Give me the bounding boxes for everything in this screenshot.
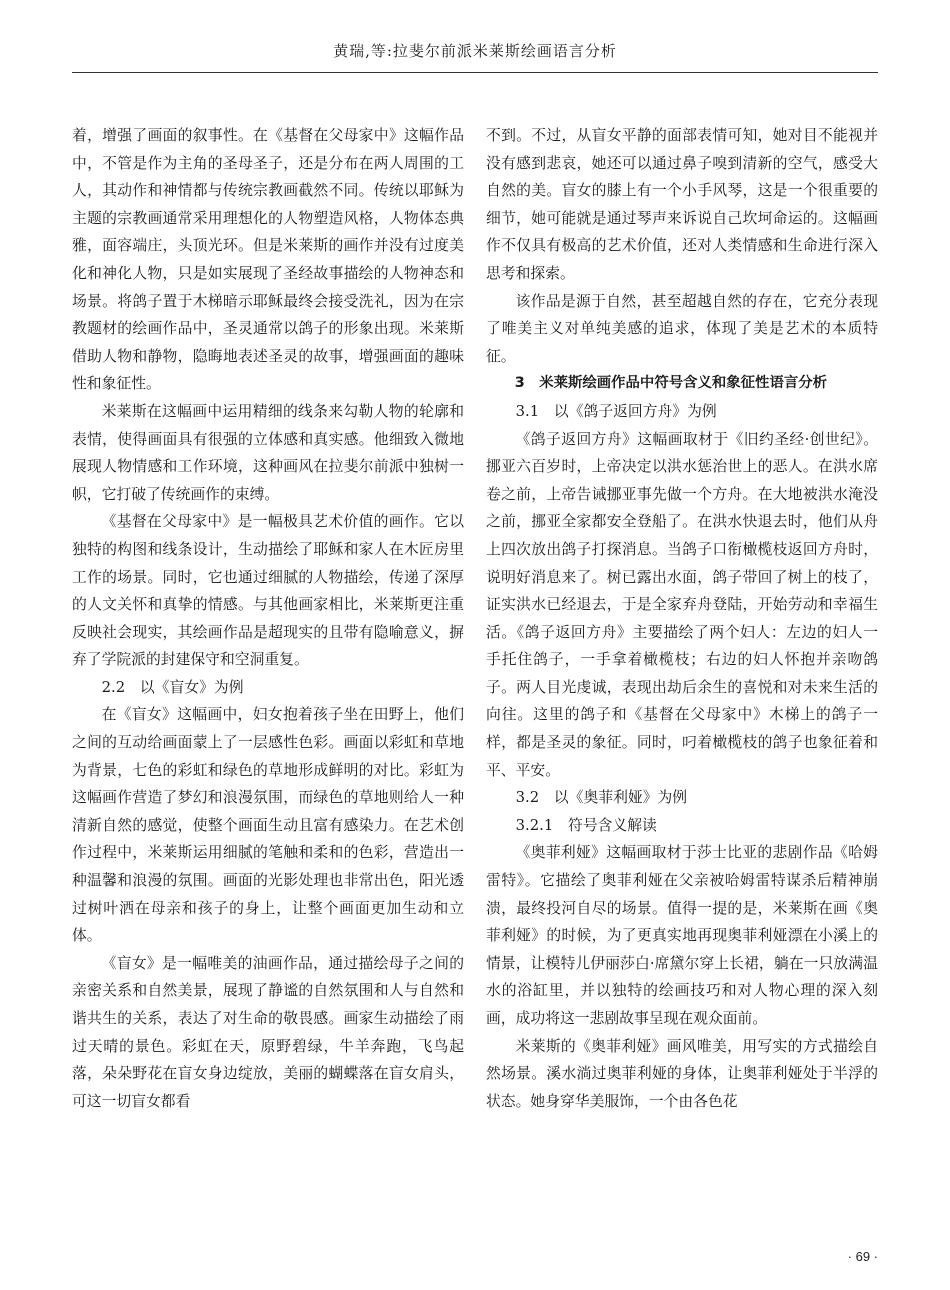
page-number: · 69 · — [847, 1249, 878, 1264]
section-heading: 3.1 以《鸽子返回方舟》为例 — [515, 402, 717, 420]
paragraph: 该作品是源于自然，甚至超越自然的存在，它充分表现了唯美主义对单纯美感的追求，体现了美是艺术的本质特征。 — [486, 292, 878, 365]
paragraph: 《鸽子返回方舟》这幅画取材于《旧约圣经·创世纪》。挪亚六百岁时，上帝决定以洪水惩治世上的恶人。在洪水席卷之前，上帝告诫挪亚事先做一个方舟。在大地被洪水淹没之前，挪亚全家都安全登船了。在洪水快退去时，他们从舟上四次放出鸽子打探消息。当鸽子口衔橄榄枝返回方舟时，说明好消息来了。树已露出水面，鸽子带回了树上的枝了，证实洪水已经退去，于是全家弃舟登陆，开始劳动和幸福生活。《鸽子返回方舟》主要描绘了两个妇人：左边的妇人一手托住鸽子，一手拿着橄榄枝；右边的妇人怀抱并亲吻鸽子。两人目光虔诚，表现出劫后余生的喜悦和对未来生活的向往。这里的鸽子和《基督在父母家中》木梯上的鸽子一样，都是圣灵的象征。同时，叼着橄榄枝的鸽子也象征着和平、平安。 — [486, 430, 878, 779]
paragraph: 着，增强了画面的叙事性。在《基督在父母家中》这幅作品中，不管是作为主角的圣母圣子，还是分布在两人周围的工人，其动作和神情都与传统宗教画截然不同。传统以耶稣为主题的宗教画通常采用理想化的人物塑造风格，人物体态典雅，面容端庄，头顶光环。但是米莱斯的画作并没有过度美化和神化人物，只是如实展现了圣经故事描绘的人物神态和场景。将鸽子置于木梯暗示耶稣最终会接受洗礼，因为在宗教题材的绘画作品中，圣灵通常以鸽子的形象出现。米莱斯借助人物和静物，隐晦地表述圣灵的故事，增强画面的趣味性和象征性。 — [72, 127, 464, 393]
right-column — [486, 122, 878, 1115]
paragraph: 在《盲女》这幅画中，妇女抱着孩子坐在田野上，他们之间的互动给画面蒙上了一层感性色彩。画面以彩虹和草地为背景，七色的彩虹和绿色的草地形成鲜明的对比。彩虹为这幅画作营造了梦幻和浪漫氛围，而绿色的草地则给人一种清新自然的感觉，使整个画面生动且富有感染力。在艺术创作过程中，米莱斯运用细腻的笔触和柔和的色彩，营造出一种温馨和浪漫的氛围。画面的光影处理也非常出色，阳光透过树叶洒在母亲和孩子的身上，让整个画面更加生动和立体。 — [72, 706, 464, 945]
subsection-heading: 3.2.1 符号含义解读 — [515, 816, 657, 834]
running-title: 黄瑞,等:拉斐尔前派米莱斯绘画语言分析 — [333, 42, 617, 60]
section-heading: 3.2 以《奥菲利娅》为例 — [515, 789, 688, 807]
paragraph: 米莱斯在这幅画中运用精细的线条来勾勒人物的轮廓和表情，使得画面具有很强的立体感和真实感。他细致入微地展现人物情感和工作环境，这种画风在拉斐尔前派中独树一帜，它打破了传统画作的束缚。 — [72, 402, 464, 503]
header-rule — [72, 72, 878, 73]
paragraph: 不到。不过，从盲女平静的面部表情可知，她对目不能视并没有感到悲哀，她还可以通过鼻子嗅到清新的空气，感受大自然的美。盲女的膝上有一个小手风琴，这是一个很重要的细节，她可能就是通过琴声来诉说自己坎坷命运的。这幅画作不仅具有极高的艺术价值，还对人类情感和生命进行深入思考和探索。 — [486, 127, 878, 282]
left-column — [72, 122, 464, 1115]
paragraph: 米莱斯的《奥菲利娅》画风唯美，用写实的方式描绘自然场景。溪水淌过奥菲利娅的身体，让奥菲利娅处于半浮的状态。她身穿华美服饰，一个由各色花 — [486, 1037, 878, 1110]
paragraph: 《奥菲利娅》这幅画取材于莎士比亚的悲剧作品《哈姆雷特》。它描绘了奥菲利娅在父亲被哈姆雷特谋杀后精神崩溃，最终投河自尽的场景。值得一提的是，米莱斯在画《奥菲利娅》的时候，为了更真实地再现奥菲利娅漂在小溪上的情景，让模特儿伊丽莎白·席黛尔穿上长裙，躺在一只放满温水的浴缸里，并以独特的绘画技巧和对人物心理的深入刻画，成功将这一悲剧故事呈现在观众面前。 — [486, 844, 878, 1027]
section-heading: 2.2 以《盲女》为例 — [101, 678, 244, 696]
paragraph: 《基督在父母家中》是一幅极具艺术价值的画作。它以独特的构图和线条设计，生动描绘了耶稣和家人在木匠房里工作的场景。同时，它也通过细腻的人物描绘，传递了深厚的人文关怀和真挚的情感。与其他画家相比，米莱斯更注重反映社会现实，其绘画作品是超现实的且带有隐喻意义，摒弃了学院派的封建保守和空洞重复。 — [72, 513, 464, 669]
chapter-heading: 3 米莱斯绘画作品中符号含义和象征性语言分析 — [514, 375, 828, 392]
paragraph: 《盲女》是一幅唯美的油画作品，通过描绘母子之间的亲密关系和自然美景，展现了静谧的自然氛围和人与自然和谐共生的关系，表达了对生命的敬畏感。画家生动描绘了雨过天晴的景色。彩虹在天，原野碧绿，牛羊奔跑，飞鸟起落，朵朵野花在盲女身边绽放，美丽的蝴蝶落在盲女肩头，可这一切盲女都看 — [72, 954, 464, 1110]
